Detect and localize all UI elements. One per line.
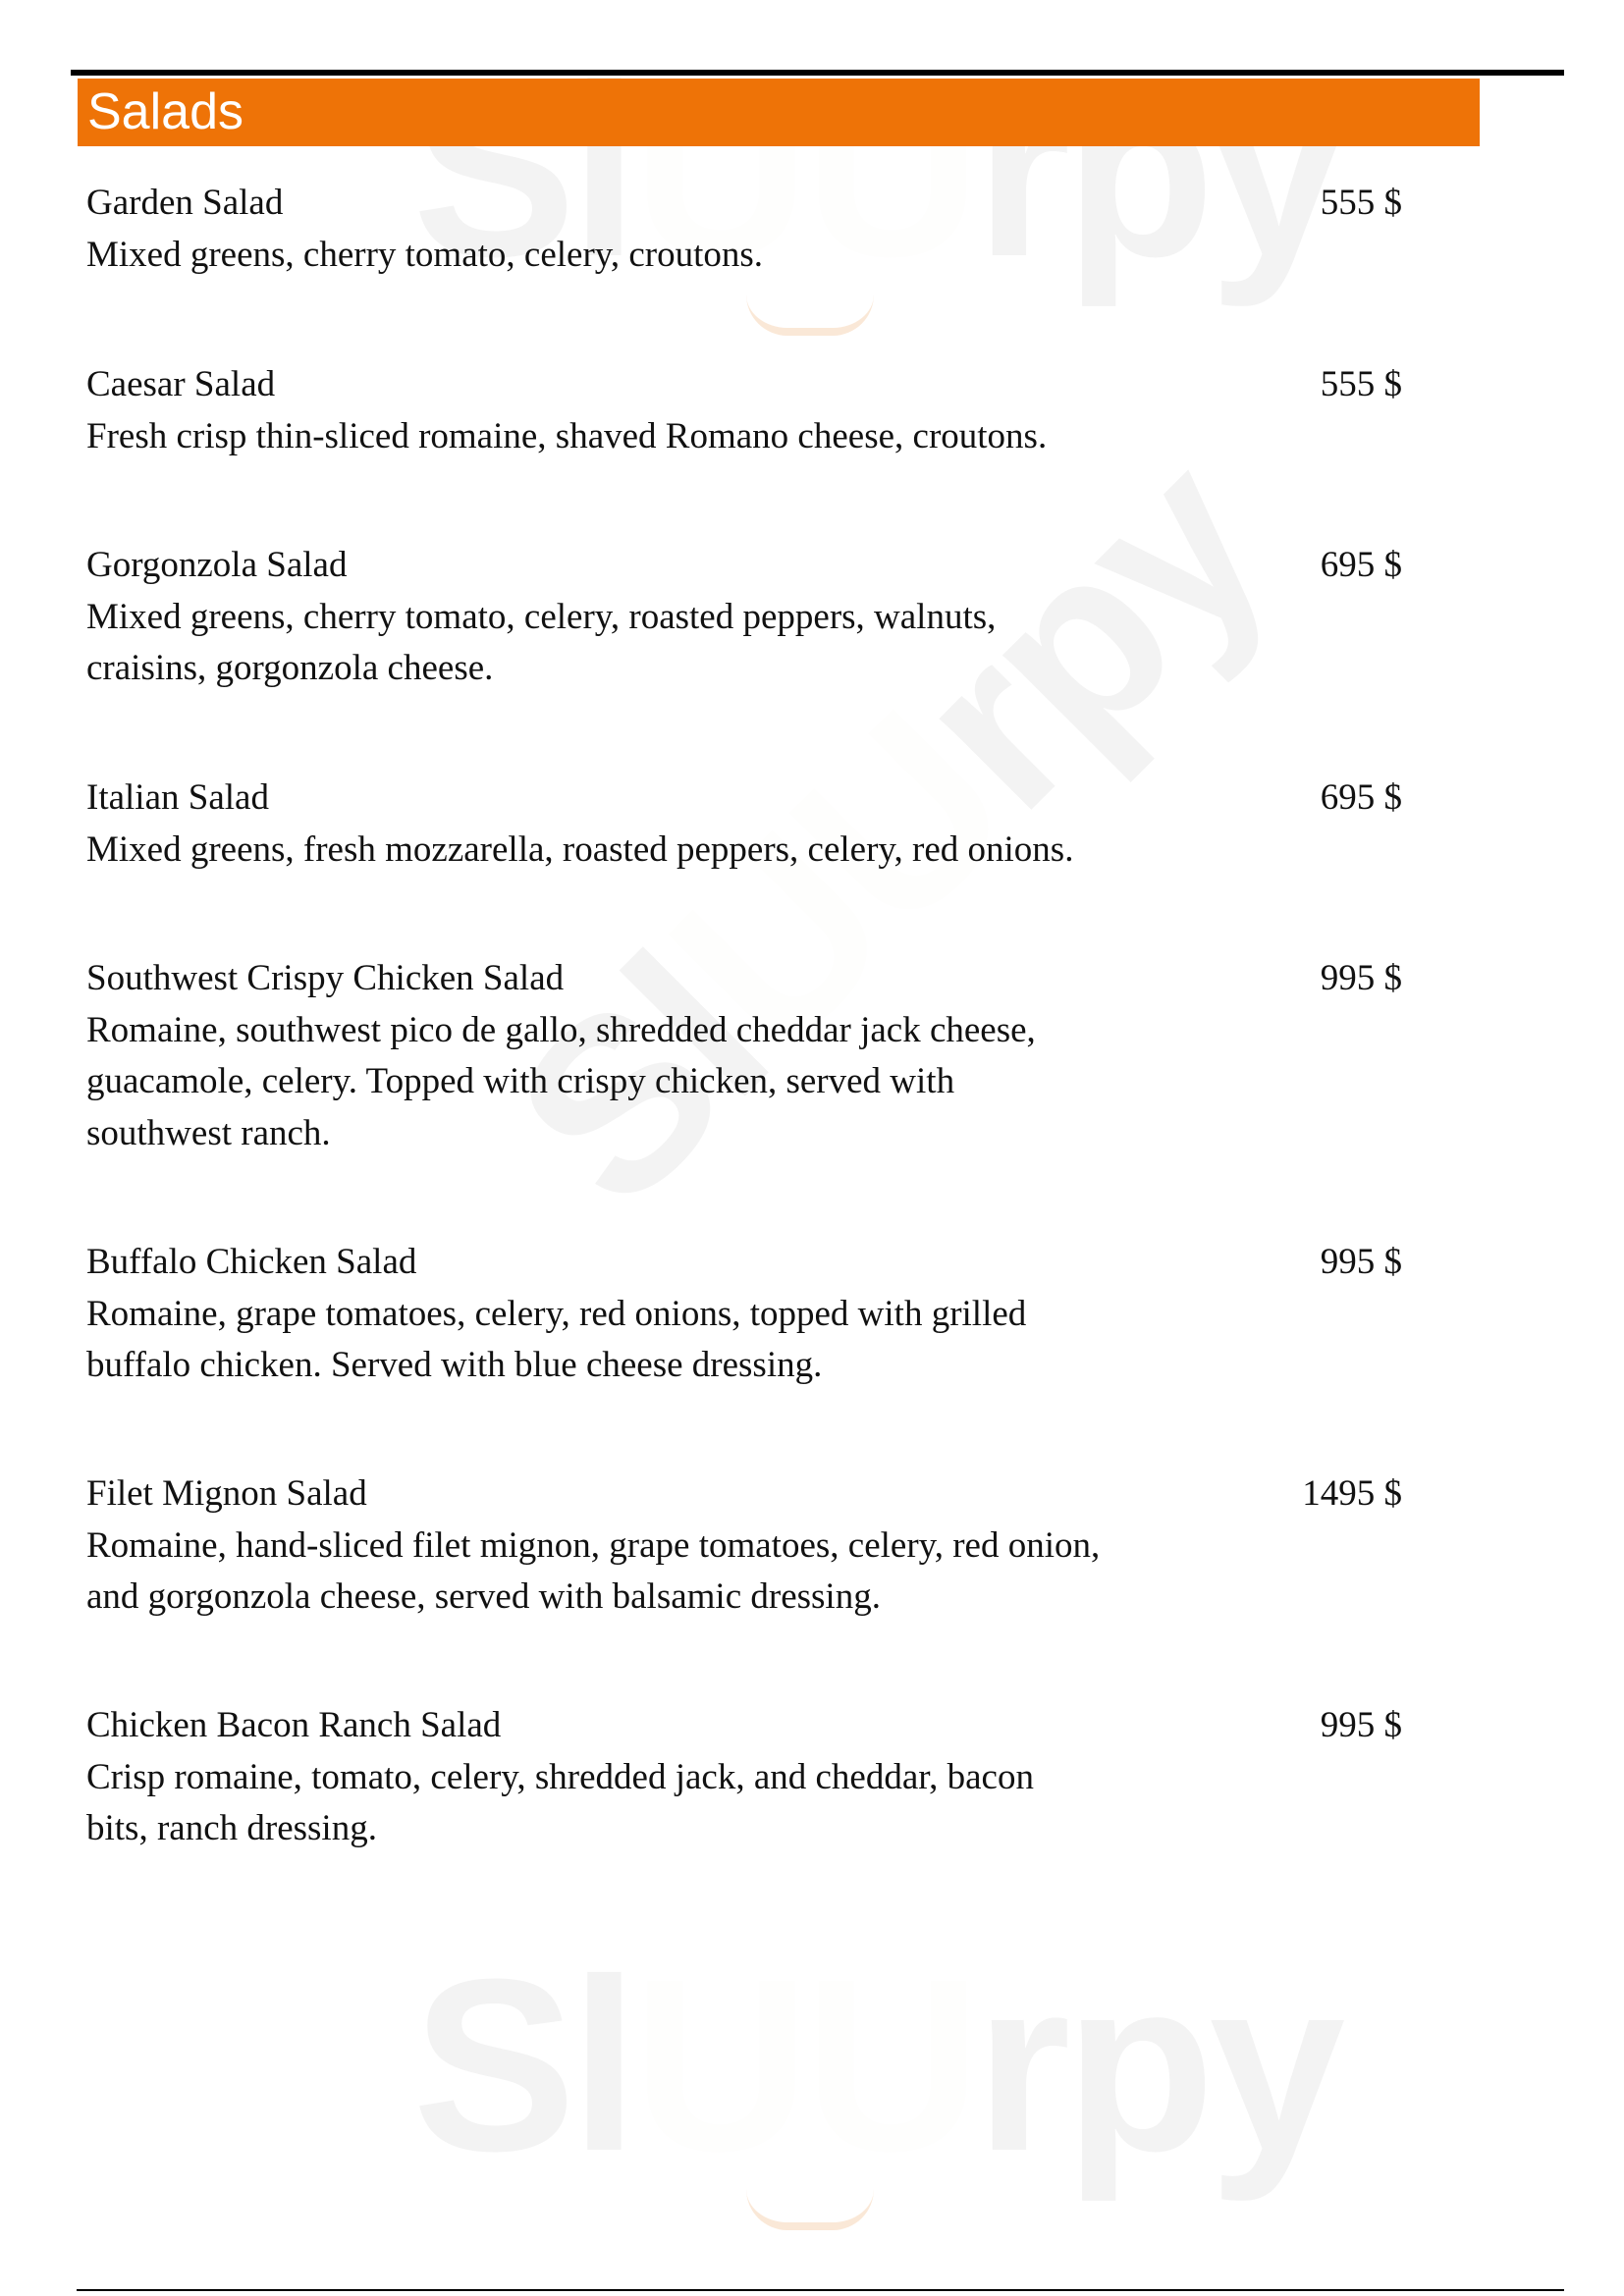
watermark-swoosh-top xyxy=(746,294,874,336)
slurpy-watermark-bottom xyxy=(412,1924,1339,2206)
item-name: Garden Salad xyxy=(86,183,284,223)
item-name: Gorgonzola Salad xyxy=(86,545,348,585)
item-description: Romaine, southwest pico de gallo, shredded cheddar jack cheese, guacamole, celery. Topped with crispy chicken, served with southwest ranch. xyxy=(86,1009,1036,1153)
item-name: Italian Salad xyxy=(86,777,269,818)
menu-item xyxy=(86,1468,1402,1624)
menu-item xyxy=(86,178,1402,281)
item-description: Romaine, grape tomatoes, celery, red onions, topped with grilled buffalo chicken. Served with blue cheese dressing. xyxy=(86,1293,1027,1385)
item-price: 995 $ xyxy=(1320,958,1402,998)
item-price: 1495 $ xyxy=(1302,1473,1402,1514)
item-name: Buffalo Chicken Salad xyxy=(86,1242,417,1282)
item-description: Romaine, hand-sliced filet mignon, grape tomatoes, celery, red onion, and gorgonzola cheese, served with balsamic dressing. xyxy=(86,1524,1101,1617)
item-name: Chicken Bacon Ranch Salad xyxy=(86,1705,502,1745)
menu-item xyxy=(86,773,1402,876)
item-name: Caesar Salad xyxy=(86,364,276,404)
bottom-rule xyxy=(77,2289,1564,2291)
menu-item xyxy=(86,359,1402,462)
item-name: Filet Mignon Salad xyxy=(86,1473,367,1514)
menu-item xyxy=(86,540,1402,695)
menu-item xyxy=(86,953,1402,1159)
section-header-salads xyxy=(78,79,1480,146)
item-price: 555 $ xyxy=(1320,364,1402,404)
menu-item xyxy=(86,1700,1402,1855)
top-rule xyxy=(71,70,1564,76)
item-price: 695 $ xyxy=(1320,545,1402,585)
item-price: 995 $ xyxy=(1320,1705,1402,1745)
item-description: Fresh crisp thin-sliced romaine, shaved Romano cheese, croutons. xyxy=(86,415,1048,456)
item-name: Southwest Crispy Chicken Salad xyxy=(86,958,565,998)
item-price: 555 $ xyxy=(1320,183,1402,223)
item-description: Crisp romaine, tomato, celery, shredded jack, and cheddar, bacon bits, ranch dressing. xyxy=(86,1756,1034,1848)
section-title: Salads xyxy=(87,83,244,140)
item-description: Mixed greens, cherry tomato, celery, croutons. xyxy=(86,234,764,275)
watermark-swoosh-bottom xyxy=(746,2189,874,2230)
item-description: Mixed greens, cherry tomato, celery, roasted peppers, walnuts, craisins, gorgonzola cheese. xyxy=(86,596,997,688)
menu-item xyxy=(86,1237,1402,1392)
item-description: Mixed greens, fresh mozzarella, roasted peppers, celery, red onions. xyxy=(86,828,1074,870)
item-price: 695 $ xyxy=(1320,777,1402,818)
item-price: 995 $ xyxy=(1320,1242,1402,1282)
